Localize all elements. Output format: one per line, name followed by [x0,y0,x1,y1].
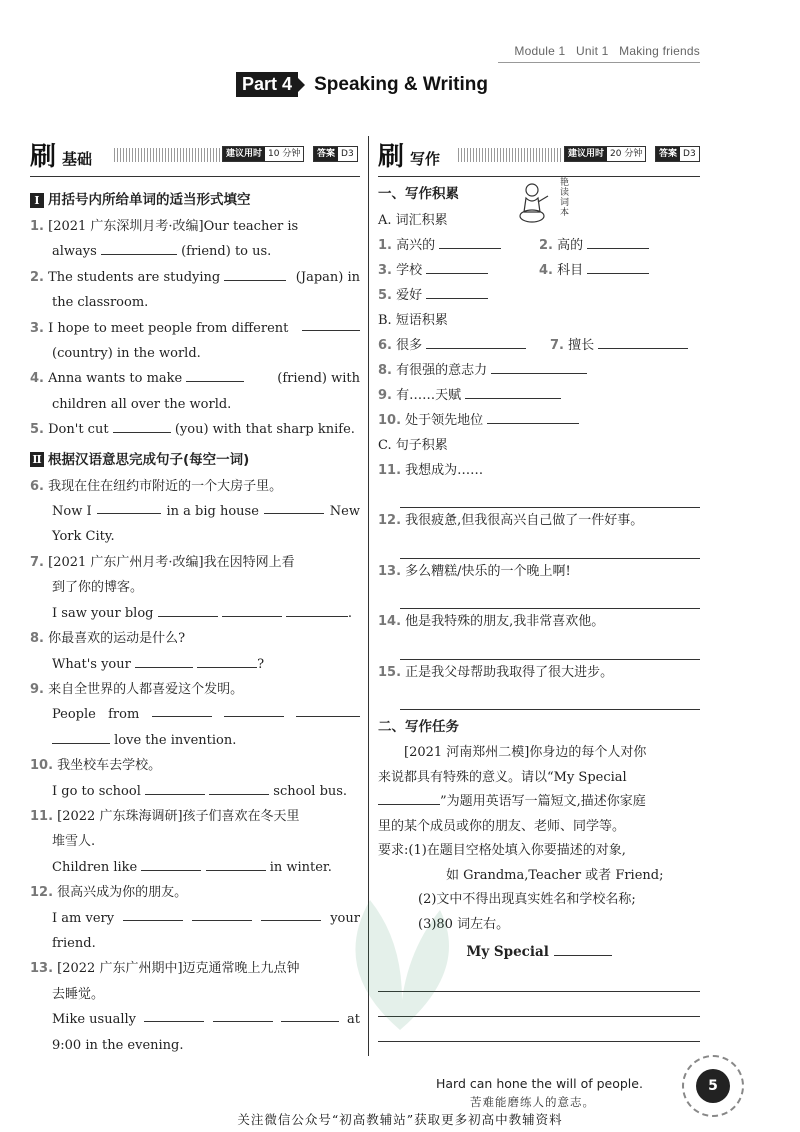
question-number: 1. [378,238,392,253]
answer-blank[interactable] [123,906,183,921]
answer-blank[interactable] [487,409,579,424]
question-5 [30,417,360,442]
section-mark: 刷 [378,142,405,172]
question-text: [2021 广东深圳月考·改编]Our teacher is [48,219,299,234]
question-number: 12. [378,513,402,529]
question-number: 13. [378,563,402,579]
phrase-text: 处于领先地位 [405,413,484,428]
hatch-decoration [458,148,562,162]
question-text: school bus. [273,783,348,799]
question-number: 10. [30,758,54,774]
question-7: 7. [2021 广东广州月考·改编]我在因特网上看 到了你的博客。 I saw your blog . [30,550,360,626]
answer-blank[interactable] [465,384,561,399]
question-text: Anna wants to make [48,371,183,387]
requirement-text: 要求:(1)在题目空格处填入你要描述的对象, [378,843,626,859]
sentence-category: C. 句子积累 [378,438,448,453]
vocab-text: 学校 [396,263,423,278]
part-arrow-icon [298,78,305,92]
answer-blank[interactable] [598,334,688,349]
question-number: 1. [30,219,44,234]
time-tag-value: 10 分钟 [265,147,303,161]
question-text: 我坐校车去学校。 [57,758,162,774]
answer-tag-value: D3 [680,147,699,161]
answer-blank[interactable] [52,729,110,744]
section-label: 写作 [410,150,441,168]
vocab-text: 高的 [557,238,584,253]
question-9 [30,677,360,753]
task-text: ”为题用英语写一篇短文,描述你家庭 [440,794,646,810]
task-text: [2021 河南郑州二模]你身边的每个人对你 [404,745,647,761]
answer-blank[interactable] [587,234,649,249]
question-number: 6. [378,338,392,353]
requirement-text: 如 Grandma,Teacher 或者 Friend; [446,867,664,883]
header-rule [498,62,700,63]
question-number: 7. [30,554,44,570]
requirement-text: (3)80 词左右。 [418,916,510,932]
reading-mascot-icon [518,176,558,226]
question-text: 很高兴成为你的朋友。 [57,885,188,901]
question-6 [30,474,360,550]
question-text: your [330,910,360,926]
bottom-note: 关注微信公众号“初高教辅站”获取更多初高中教辅资料 [237,1112,563,1127]
right-section-header [378,136,700,177]
time-tag [222,146,304,162]
answer-blank[interactable] [296,702,360,717]
question-3 [30,316,360,367]
question-text: 你最喜欢的运动是什么? [48,631,186,647]
question-number: 9. [378,388,392,403]
question-4 [30,366,360,417]
question-text: 来自全世界的人都喜爱这个发明。 [48,681,244,697]
sentence-text: 多么糟糕/快乐的一个晚上啊! [405,563,571,579]
header-module: Module 1 [514,44,566,58]
answer-blank[interactable] [135,653,193,668]
answer-blank[interactable] [264,499,324,514]
sentence-text: 他是我特殊的朋友,我非常喜欢他。 [405,614,605,630]
part-badge: Part 4 [236,72,298,97]
vocab-row [378,283,700,308]
question-1 [30,214,360,265]
question-text: [2022 广东广州期中]迈克通常晚上九点钟 [57,961,300,977]
question-text: (country) in the world. [52,346,201,362]
question-2 [30,265,360,316]
requirement-text: (2)文中不得出现真实姓名和学校名称; [418,892,636,908]
answer-line[interactable] [400,635,700,660]
question-number: 11. [30,808,54,824]
sentence-text: 我想成为…… [405,463,484,478]
question-text: New [329,504,360,520]
answer-line[interactable] [400,534,700,559]
question-10 [30,753,360,804]
question-text: 到了你的博客。 [52,580,144,596]
question-text: friend. [52,935,96,951]
question-number: 10. [378,413,402,428]
time-tag-key: 建议用时 [223,147,265,161]
essay-title: My Special [466,944,549,961]
answer-blank[interactable] [426,259,488,274]
answer-blank[interactable] [302,316,360,331]
sentence-13 [378,559,700,609]
sentence-text: 正是我父母帮助我取得了很大进步。 [405,664,614,680]
question-text: always [52,244,97,260]
question-number: 4. [30,371,44,387]
sentence-11 [378,458,700,508]
footer-motto-cn: 苦难能磨练人的意志。 [470,1095,595,1109]
answer-blank[interactable] [587,259,649,274]
question-text: children all over the world. [52,396,232,412]
question-text: (friend) to us. [181,244,272,260]
question-text: I saw your blog [52,605,154,621]
part2-title: 根据汉语意思完成句子(每空一词) [48,451,250,468]
question-8: 8. 你最喜欢的运动是什么? What's your ? [30,631,265,672]
vocab-text: 高兴的 [396,238,436,253]
answer-blank[interactable] [286,602,348,617]
phrase-row [378,358,700,383]
sentence-12 [378,508,700,558]
page-number: 5 [696,1069,730,1103]
section-label: 基础 [62,150,93,168]
answer-blank[interactable] [554,941,612,956]
question-text: 去睡觉。 [52,986,105,1002]
answer-blank[interactable] [158,602,218,617]
footer-motto-en: Hard can hone the will of people. [436,1076,643,1091]
part1-title: 用括号内所给单词的适当形式填空 [48,192,251,208]
phrase-text: 擅长 [568,338,595,353]
roman-numeral: Ⅱ [30,452,44,467]
watermark-leaf-icon [250,880,550,1040]
question-11 [30,804,360,880]
question-text: [2021 广东广州月考·改编]我在因特网上看 [48,554,295,570]
question-text: I am very [52,910,115,926]
question-text: (Japan) in [295,269,360,285]
time-tag [564,146,646,162]
answer-blank[interactable] [186,367,244,382]
vocab-row [378,233,700,258]
question-text: I go to school [52,783,141,799]
answer-blank[interactable] [426,334,526,349]
answer-blank[interactable] [224,702,284,717]
answer-blank[interactable] [97,499,161,514]
answer-blank[interactable] [101,240,177,255]
question-text: in a big house [166,504,259,520]
question-text: [2022 广东珠海调研]孩子们喜欢在冬天里 [57,808,300,824]
question-text: 我现在住在纽约市附近的一个大房子里。 [48,478,283,494]
sentence-15 [378,660,700,710]
question-text: York City. [52,529,115,545]
accumulation-title: 一、写作积累 [378,186,459,202]
question-number: 4. [539,263,553,278]
question-text: Mike usually [52,1012,136,1028]
question-text: I hope to meet people from different [48,320,289,336]
time-tag-value: 20 分钟 [607,147,645,161]
question-number: 3. [30,320,44,336]
question-number: 8. [30,631,44,647]
sentence-14 [378,609,700,659]
question-number: 5. [30,422,44,438]
question-text: Don't cut [48,422,109,438]
answer-blank[interactable] [141,856,201,871]
answer-tag [313,146,358,162]
running-header [514,44,700,58]
question-text: People [52,707,96,723]
header-topic: Making friends [619,44,700,58]
vocab-text: 科目 [557,263,584,278]
part-title-row [236,72,488,102]
question-number: 11. [378,463,402,478]
section-mark: 刷 [30,142,57,172]
header-unit: Unit 1 [575,44,609,58]
answer-blank[interactable] [152,702,212,717]
answer-blank[interactable] [145,780,205,795]
question-text: Now I [52,504,92,520]
phrase-text: 有很强的意志力 [396,363,488,378]
question-number: 3. [378,263,392,278]
time-tag-key: 建议用时 [565,147,607,161]
task-text: 里的某个成员或你的朋友、老师、同学等。 [378,818,626,834]
left-section-header [30,136,360,177]
question-text: Children like [52,859,138,875]
question-number: 13. [30,961,54,977]
part-title: Speaking & Writing [314,73,488,95]
answer-blank[interactable] [222,602,282,617]
question-text: at [347,1012,360,1028]
question-number: 2. [30,269,44,285]
question-text: in winter. [269,859,332,875]
answer-blank[interactable] [209,780,269,795]
question-text: What's your [52,656,131,672]
question-number: 2. [539,238,553,253]
answer-tag-key: 答案 [314,147,338,161]
question-text: (friend) with [277,371,360,387]
task-title: 二、写作任务 [378,719,459,736]
answer-blank[interactable] [491,359,587,374]
question-number: 12. [30,885,54,901]
answer-tag-value: D3 [338,147,357,161]
answer-blank[interactable] [439,234,501,249]
question-text: 9:00 in the evening. [52,1037,184,1053]
answer-blank[interactable] [378,790,440,805]
answer-blank[interactable] [426,284,488,299]
answer-blank[interactable] [197,653,257,668]
answer-line[interactable] [400,584,700,609]
vocab-row [378,258,700,283]
question-number: 5. [378,288,392,303]
answer-blank[interactable] [192,906,252,921]
hatch-decoration [114,148,220,162]
question-text: (you) with that sharp knife. [174,422,355,438]
answer-blank[interactable] [113,418,171,433]
answer-tag [655,146,700,162]
task-text: 来说都具有特殊的意义。请以“My Special [378,769,627,785]
sticker-caption: 艳 读 词 本 [560,178,570,218]
question-number: 7. [550,338,564,353]
part1-heading [30,187,360,214]
question-text: love the invention. [114,732,237,748]
question-number: 14. [378,614,402,630]
question-text: The students are studying [48,269,221,285]
question-number: 6. [30,478,44,494]
phrase-row [378,383,700,408]
answer-line[interactable] [400,483,700,508]
phrase-text: 很多 [396,338,423,353]
question-number: 15. [378,664,402,680]
question-number: 9. [30,681,44,697]
part2-heading [30,447,360,474]
answer-blank[interactable] [206,856,266,871]
roman-numeral: Ⅰ [30,193,44,208]
question-text: 堆雪人. [52,834,96,850]
answer-blank[interactable] [144,1007,204,1022]
question-number: 8. [378,363,392,378]
phrase-row [378,408,700,433]
phrase-text: 有……天赋 [396,388,462,403]
answer-blank[interactable] [224,266,286,281]
phrase-row [378,333,700,358]
answer-tag-key: 答案 [656,147,680,161]
vocab-text: 爱好 [396,288,423,303]
sentence-text: 我很疲惫,但我很高兴自己做了一件好事。 [405,513,644,529]
phrase-category: B. 短语积累 [378,313,448,328]
question-text: from [108,707,140,723]
answer-line[interactable] [400,685,700,710]
vocab-category: A. 词汇积累 [378,213,448,228]
question-text: the classroom. [52,295,149,311]
